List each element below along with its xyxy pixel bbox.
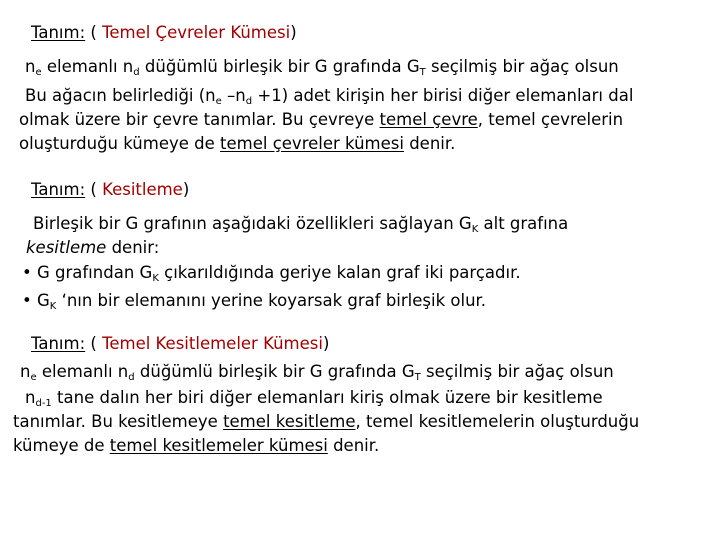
definition-2-bullet-1: • G grafından $G_K$ çıkarıldığında geriye kalan graf iki parçadır. bbox=[22, 263, 521, 284]
definition-label: Tanım: bbox=[31, 23, 86, 42]
definition-3-line-2: $n_{d-1}$ tane dalın her biri diğer elemanları kiriş olmak üzere bir kesitleme bbox=[25, 388, 603, 409]
definition-term: Kesitleme bbox=[102, 180, 183, 199]
definition-3-line-1: $n_e$ elemanlı $n_d$ düğümlü birleşik bir G grafında $G_T$ seçilmiş bir ağaç olsun bbox=[20, 362, 614, 383]
term-temel-cevreler-kumesi: temel çevreler kümesi bbox=[220, 134, 404, 153]
definition-2-line-1: Birleşik bir G grafının aşağıdaki özellikleri sağlayan $G_K$ alt grafına bbox=[33, 214, 569, 235]
definition-1-line-4: oluşturduğu kümeye de temel çevreler kümesi denir. bbox=[19, 134, 456, 153]
definition-2-bullet-2: • $G_K$ ‘nın bir elemanını yerine koyarsak graf birleşik olur. bbox=[22, 291, 487, 312]
definition-term: Temel Çevreler Kümesi bbox=[102, 23, 291, 42]
definition-label: Tanım: bbox=[31, 334, 86, 353]
definition-term: Temel Kesitlemeler Kümesi bbox=[102, 334, 323, 353]
definition-3-line-4: kümeye de temel kesitlemeler kümesi denir. bbox=[13, 436, 380, 455]
definition-1-title: Tanım: ( Temel Çevreler Kümesi) bbox=[31, 23, 297, 42]
term-temel-cevre: temel çevre bbox=[379, 110, 478, 129]
term-temel-kesitleme: temel kesitleme bbox=[223, 412, 356, 431]
definition-1-line-1: $n_e$ elemanlı $n_d$ düğümlü birleşik bir G grafında $G_T$ seçilmiş bir ağaç olsun bbox=[25, 57, 619, 78]
definition-3-line-3: tanımlar. Bu kesitlemeye temel kesitleme, temel kesitlemelerin oluşturduğu bbox=[13, 412, 640, 431]
definition-1-line-2: Bu ağacın belirlediği ($n_e$ $-n_d +1$) adet kirişin her birisi diğer elemanları dal bbox=[25, 86, 634, 107]
definition-1-line-3: olmak üzere bir çevre tanımlar. Bu çevreye temel çevre, temel çevrelerin bbox=[19, 110, 624, 129]
definition-3-title: Tanım: ( Temel Kesitlemeler Kümesi) bbox=[31, 334, 330, 353]
bullet-icon: • bbox=[22, 263, 32, 282]
definition-label: Tanım: bbox=[31, 180, 86, 199]
bullet-icon: • bbox=[22, 291, 32, 310]
term-temel-kesitlemeler-kumesi: temel kesitlemeler kümesi bbox=[109, 436, 328, 455]
definition-2-line-2: kesitleme denir: bbox=[26, 238, 160, 257]
definition-2-title: Tanım: ( Kesitleme) bbox=[31, 180, 190, 199]
